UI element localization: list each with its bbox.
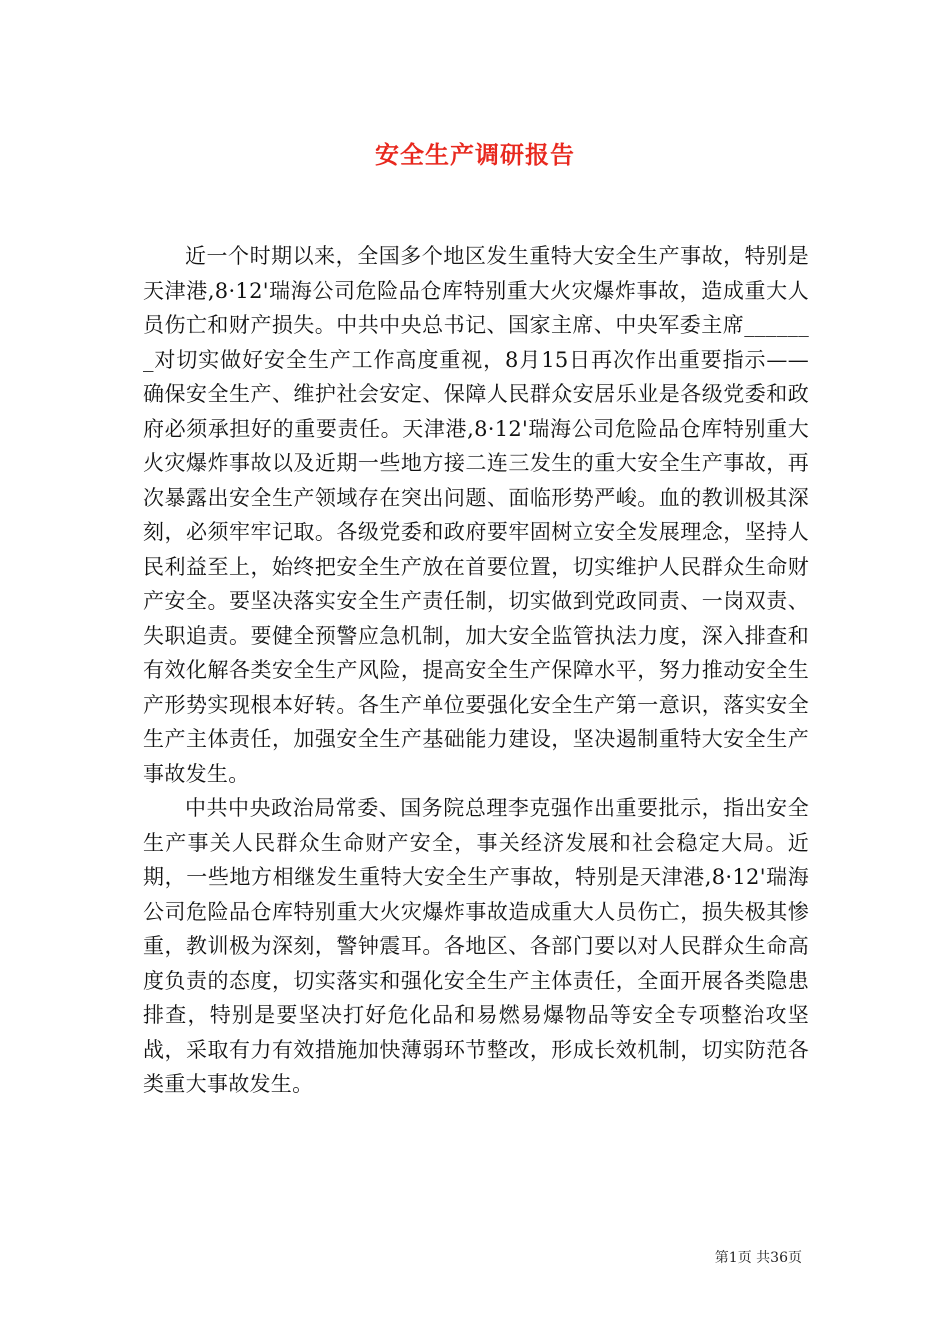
paragraph-1: 近一个时期以来，全国多个地区发生重特大安全生产事故，特别是天津港,8·12'瑞海公司危险品仓库特别重大火灾爆炸事故，造成重大人员伤亡和财产损失。中共中央总书记、国家主席、中央军委主席_______对切实做好安全生产工作高度重视，8月15日再次作出重要指示——确保安全生产、维护社会安定、保障人民群众安居乐业是各级党委和政府必须承担好的重要责任。天津港,8·12'瑞海公司危险品仓库特别重大火灾爆炸事故以及近期一些地方接二连三发生的重大安全生产事故，再次暴露出安全生产领域存在突出问题、面临形势严峻。血的教训极其深刻，必须牢牢记取。各级党委和政府要牢固树立安全发展理念，坚持人民利益至上，始终把安全生产放在首要位置，切实维护人民群众生命财产安全。要坚决落实安全生产责任制，切实做到党政同责、一岗双责、失职追责。要健全预警应急机制，加大安全监管执法力度，深入排查和有效化解各类安全生产风险，提高安全生产保障水平，努力推动安全生产形势实现根本好转。各生产单位要强化安全生产第一意识，落实安全生产主体责任，加强安全生产基础能力建设，坚决遏制重特大安全生产事故发生。 — [143, 244, 809, 786]
paragraph-2: 中共中央政治局常委、国务院总理李克强作出重要批示，指出安全生产事关人民群众生命财产安全，事关经济发展和社会稳定大局。近期，一些地方相继发生重特大安全生产事故，特别是天津港,8·12'瑞海公司危险品仓库特别重大火灾爆炸事故造成重大人员伤亡，损失极其惨重，教训极为深刻，警钟震耳。各地区、各部门要以对人民群众生命高度负责的态度，切实落实和强化安全生产主体责任，全面开展各类隐患排查，特别是要坚决打好危化品和易燃易爆物品等安全专项整治攻坚战，采取有力有效措施加快薄弱环节整改，形成长效机制，切实防范各类重大事故发生。 — [143, 796, 809, 1096]
page-number-footer — [715, 1247, 802, 1267]
document-body — [143, 239, 809, 1102]
page-label-prefix: 第 — [714, 1250, 729, 1266]
page-label-suffix: 页 — [788, 1250, 802, 1266]
total-page-count: 36 — [770, 1250, 788, 1266]
document-title: 安全生产调研报告 — [375, 140, 575, 169]
page-label-middle: 页 共 — [737, 1250, 771, 1266]
current-page-number: 1 — [728, 1250, 738, 1266]
